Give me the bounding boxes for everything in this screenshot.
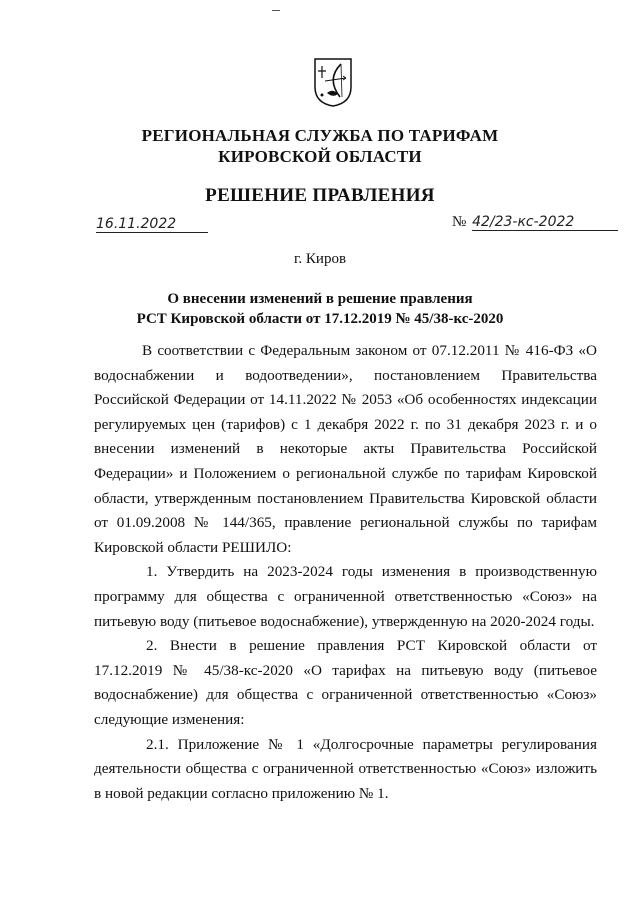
org-name-line2: КИРОВСКОЙ ОБЛАСТИ: [218, 147, 422, 166]
number-label: №: [452, 214, 467, 230]
preamble-paragraph: В соответствии с Федеральным законом от 07.12.2011 № 416-ФЗ «О водоснабжении и водоотведении», постановлением Правительства Российской Федерации от 14.11.2022 № 2053 «Об особенностях индексации регулируемых цен (тарифов) с 1 декабря 2022 г. по 31 декабря 2023 г. и о внесении изменений в некоторые акты Правительства Российской Федерации» и Положением о региональной службе по тарифам Кировской области, утвержденным постановлением Правительства Кировской области от 01.09.2008 № 144/365, правление региональной службы по тарифам Кировской области РЕШИЛО:: [94, 342, 597, 556]
decision-number: 42/23-кс-2022: [472, 214, 618, 231]
item-2-paragraph: 2. Внести в решение правления РСТ Кировской области от 17.12.2019 № 45/38-кс-2020 «О тарифах на питьевую воду (питьевое водоснабжение) для общества с ограниченной ответственностью «Союз» следующие изменения:: [94, 637, 597, 728]
decision-title: РЕШЕНИЕ ПРАВЛЕНИЯ: [205, 185, 435, 206]
subject-line2: РСТ Кировской области от 17.12.2019 № 45/38-кс-2020: [136, 311, 504, 327]
top-mark: [272, 10, 280, 11]
item-2-1-paragraph: 2.1. Приложение № 1 «Долгосрочные параметры регулирования деятельности общества с ограниченной ответственностью «Союз» изложить в новой редакции согласно приложению № 1.: [94, 735, 597, 802]
kirov-coat-of-arms-icon: [313, 57, 353, 107]
item-1-paragraph: 1. Утвердить на 2023-2024 годы изменения в производственную программу для общества с ограниченной ответственностью «Союз» на питьевую воду (питьевое водоснабжение), утвержденную на 2020-2024 годы.: [94, 563, 597, 630]
decision-number-block: [452, 214, 618, 231]
org-name-line1: РЕГИОНАЛЬНАЯ СЛУЖБА ПО ТАРИФАМ: [141, 126, 499, 145]
decision-date: 16.11.2022: [96, 216, 208, 233]
subject-line1: О внесении изменений в решение правления: [167, 291, 473, 307]
document-body: [94, 339, 597, 806]
city: г. Киров: [293, 251, 347, 267]
